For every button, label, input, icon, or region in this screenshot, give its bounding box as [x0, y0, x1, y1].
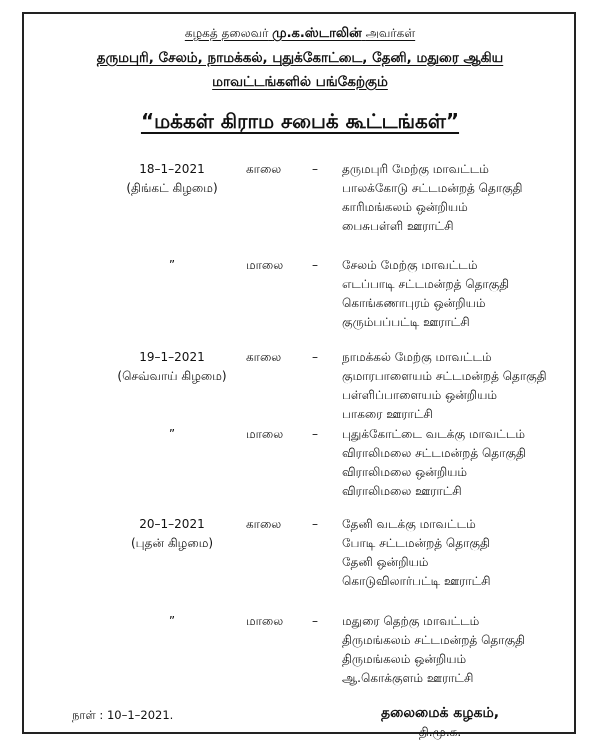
- schedule-entry: [0, 256, 600, 346]
- signature-party: தி.மு.க.: [418, 725, 462, 739]
- leader-suffix: அவர்கள்: [365, 26, 416, 40]
- entry-panchayat: பாகரை ஊராட்சி: [342, 407, 433, 421]
- entry-district: சேலம் மேற்கு மாவட்டம்: [342, 258, 478, 272]
- entry-district: மதுரை தெற்கு மாவட்டம்: [342, 614, 480, 628]
- schedule-entry: [0, 160, 600, 250]
- entry-district: நாமக்கல் மேற்கு மாவட்டம்: [342, 350, 492, 364]
- entry-dash: –: [312, 517, 318, 531]
- entry-location: [342, 348, 547, 424]
- entry-date-block: [108, 348, 236, 386]
- entry-union: தேனி ஒன்றியம்: [342, 555, 429, 569]
- entry-constituency: பாலக்கோடு சட்டமன்றத் தொகுதி: [342, 181, 523, 195]
- entry-day: (புதன் கிழமை): [130, 536, 214, 550]
- leader-line: [0, 26, 600, 42]
- entry-district: புதுக்கோட்டை வடக்கு மாவட்டம்: [342, 427, 526, 441]
- entry-union: திருமங்கலம் ஒன்றியம்: [342, 652, 467, 666]
- leader-prefix: கழகத் தலைவர்: [184, 26, 269, 40]
- signature-org: தலைமைக் கழகம்,: [380, 705, 500, 721]
- entry-location: [342, 612, 525, 688]
- entry-date: 20–1–2021: [139, 517, 205, 531]
- entry-location: [342, 515, 491, 591]
- entry-location: [342, 160, 523, 236]
- entry-date-block: [108, 425, 236, 444]
- entry-constituency: போடி சட்டமன்றத் தொகுதி: [342, 536, 490, 550]
- entry-location: [342, 256, 509, 332]
- districts-line: தருமபுரி, சேலம், நாமக்கல், புதுக்கோட்டை, தேனி, மதுரை ஆகிய: [96, 50, 504, 66]
- entry-time: காலை: [246, 517, 282, 531]
- entry-panchayat: பைசுபள்ளி ஊராட்சி: [342, 219, 454, 233]
- page-title: “மக்கள் கிராம சபைக் கூட்டங்கள்”: [140, 109, 460, 133]
- participation-line: மாவட்டங்களில் பங்கேற்கும்: [212, 74, 388, 90]
- entry-panchayat: ஆ.கொக்குளம் ஊராட்சி: [342, 671, 474, 685]
- entry-district: தேனி வடக்கு மாவட்டம்: [342, 517, 476, 531]
- entry-dash: –: [312, 350, 318, 364]
- entry-constituency: திருமங்கலம் சட்டமன்றத் தொகுதி: [342, 633, 525, 647]
- entry-union: பள்ளிப்பாளையம் ஒன்றியம்: [342, 388, 498, 402]
- entry-time: மாலை: [246, 427, 284, 441]
- entry-constituency: குமாரபாளையம் சட்டமன்றத் தொகுதி: [342, 369, 547, 383]
- entry-day: (செவ்வாய் கிழமை): [117, 369, 227, 383]
- entry-date-block: [108, 160, 236, 198]
- signature-block: [370, 704, 510, 742]
- entry-time: மாலை: [246, 614, 284, 628]
- schedule-entry: [0, 425, 600, 515]
- entry-date-block: [108, 515, 236, 553]
- entry-union: கொங்கணாபுரம் ஒன்றியம்: [342, 296, 486, 310]
- issue-date: நாள் : 10–1–2021.: [72, 708, 174, 722]
- entry-date: 18–1–2021: [139, 162, 205, 176]
- leader-name: மு.க.ஸ்டாலின்: [272, 26, 362, 41]
- entry-location: [342, 425, 526, 501]
- entry-union: விராலிமலை ஒன்றியம்: [342, 465, 468, 479]
- entry-constituency: விராலிமலை சட்டமன்றத் தொகுதி: [342, 446, 526, 460]
- entry-date: ”: [168, 258, 176, 272]
- entry-date: 19–1–2021: [139, 350, 205, 364]
- schedule-entry: [0, 515, 600, 605]
- entry-time: காலை: [246, 350, 282, 364]
- entry-panchayat: விராலிமலை ஊராட்சி: [342, 484, 462, 498]
- entry-time: மாலை: [246, 258, 284, 272]
- entry-panchayat: குரும்பப்பட்டி ஊராட்சி: [342, 315, 470, 329]
- entry-panchayat: கொடுவிலார்பட்டி ஊராட்சி: [342, 574, 491, 588]
- entry-district: தருமபுரி மேற்கு மாவட்டம்: [342, 162, 489, 176]
- entry-dash: –: [312, 162, 318, 176]
- entry-date-block: [108, 612, 236, 631]
- entry-time: காலை: [246, 162, 282, 176]
- entry-dash: –: [312, 614, 318, 628]
- entry-date-block: [108, 256, 236, 275]
- entry-dash: –: [312, 427, 318, 441]
- schedule-entry: [0, 612, 600, 702]
- entry-dash: –: [312, 258, 318, 272]
- entry-constituency: எடப்பாடி சட்டமன்றத் தொகுதி: [342, 277, 510, 291]
- entry-date: ”: [168, 427, 176, 441]
- entry-union: காரிமங்கலம் ஒன்றியம்: [342, 200, 468, 214]
- entry-date: ”: [168, 614, 176, 628]
- entry-day: (திங்கட் கிழமை): [126, 181, 218, 195]
